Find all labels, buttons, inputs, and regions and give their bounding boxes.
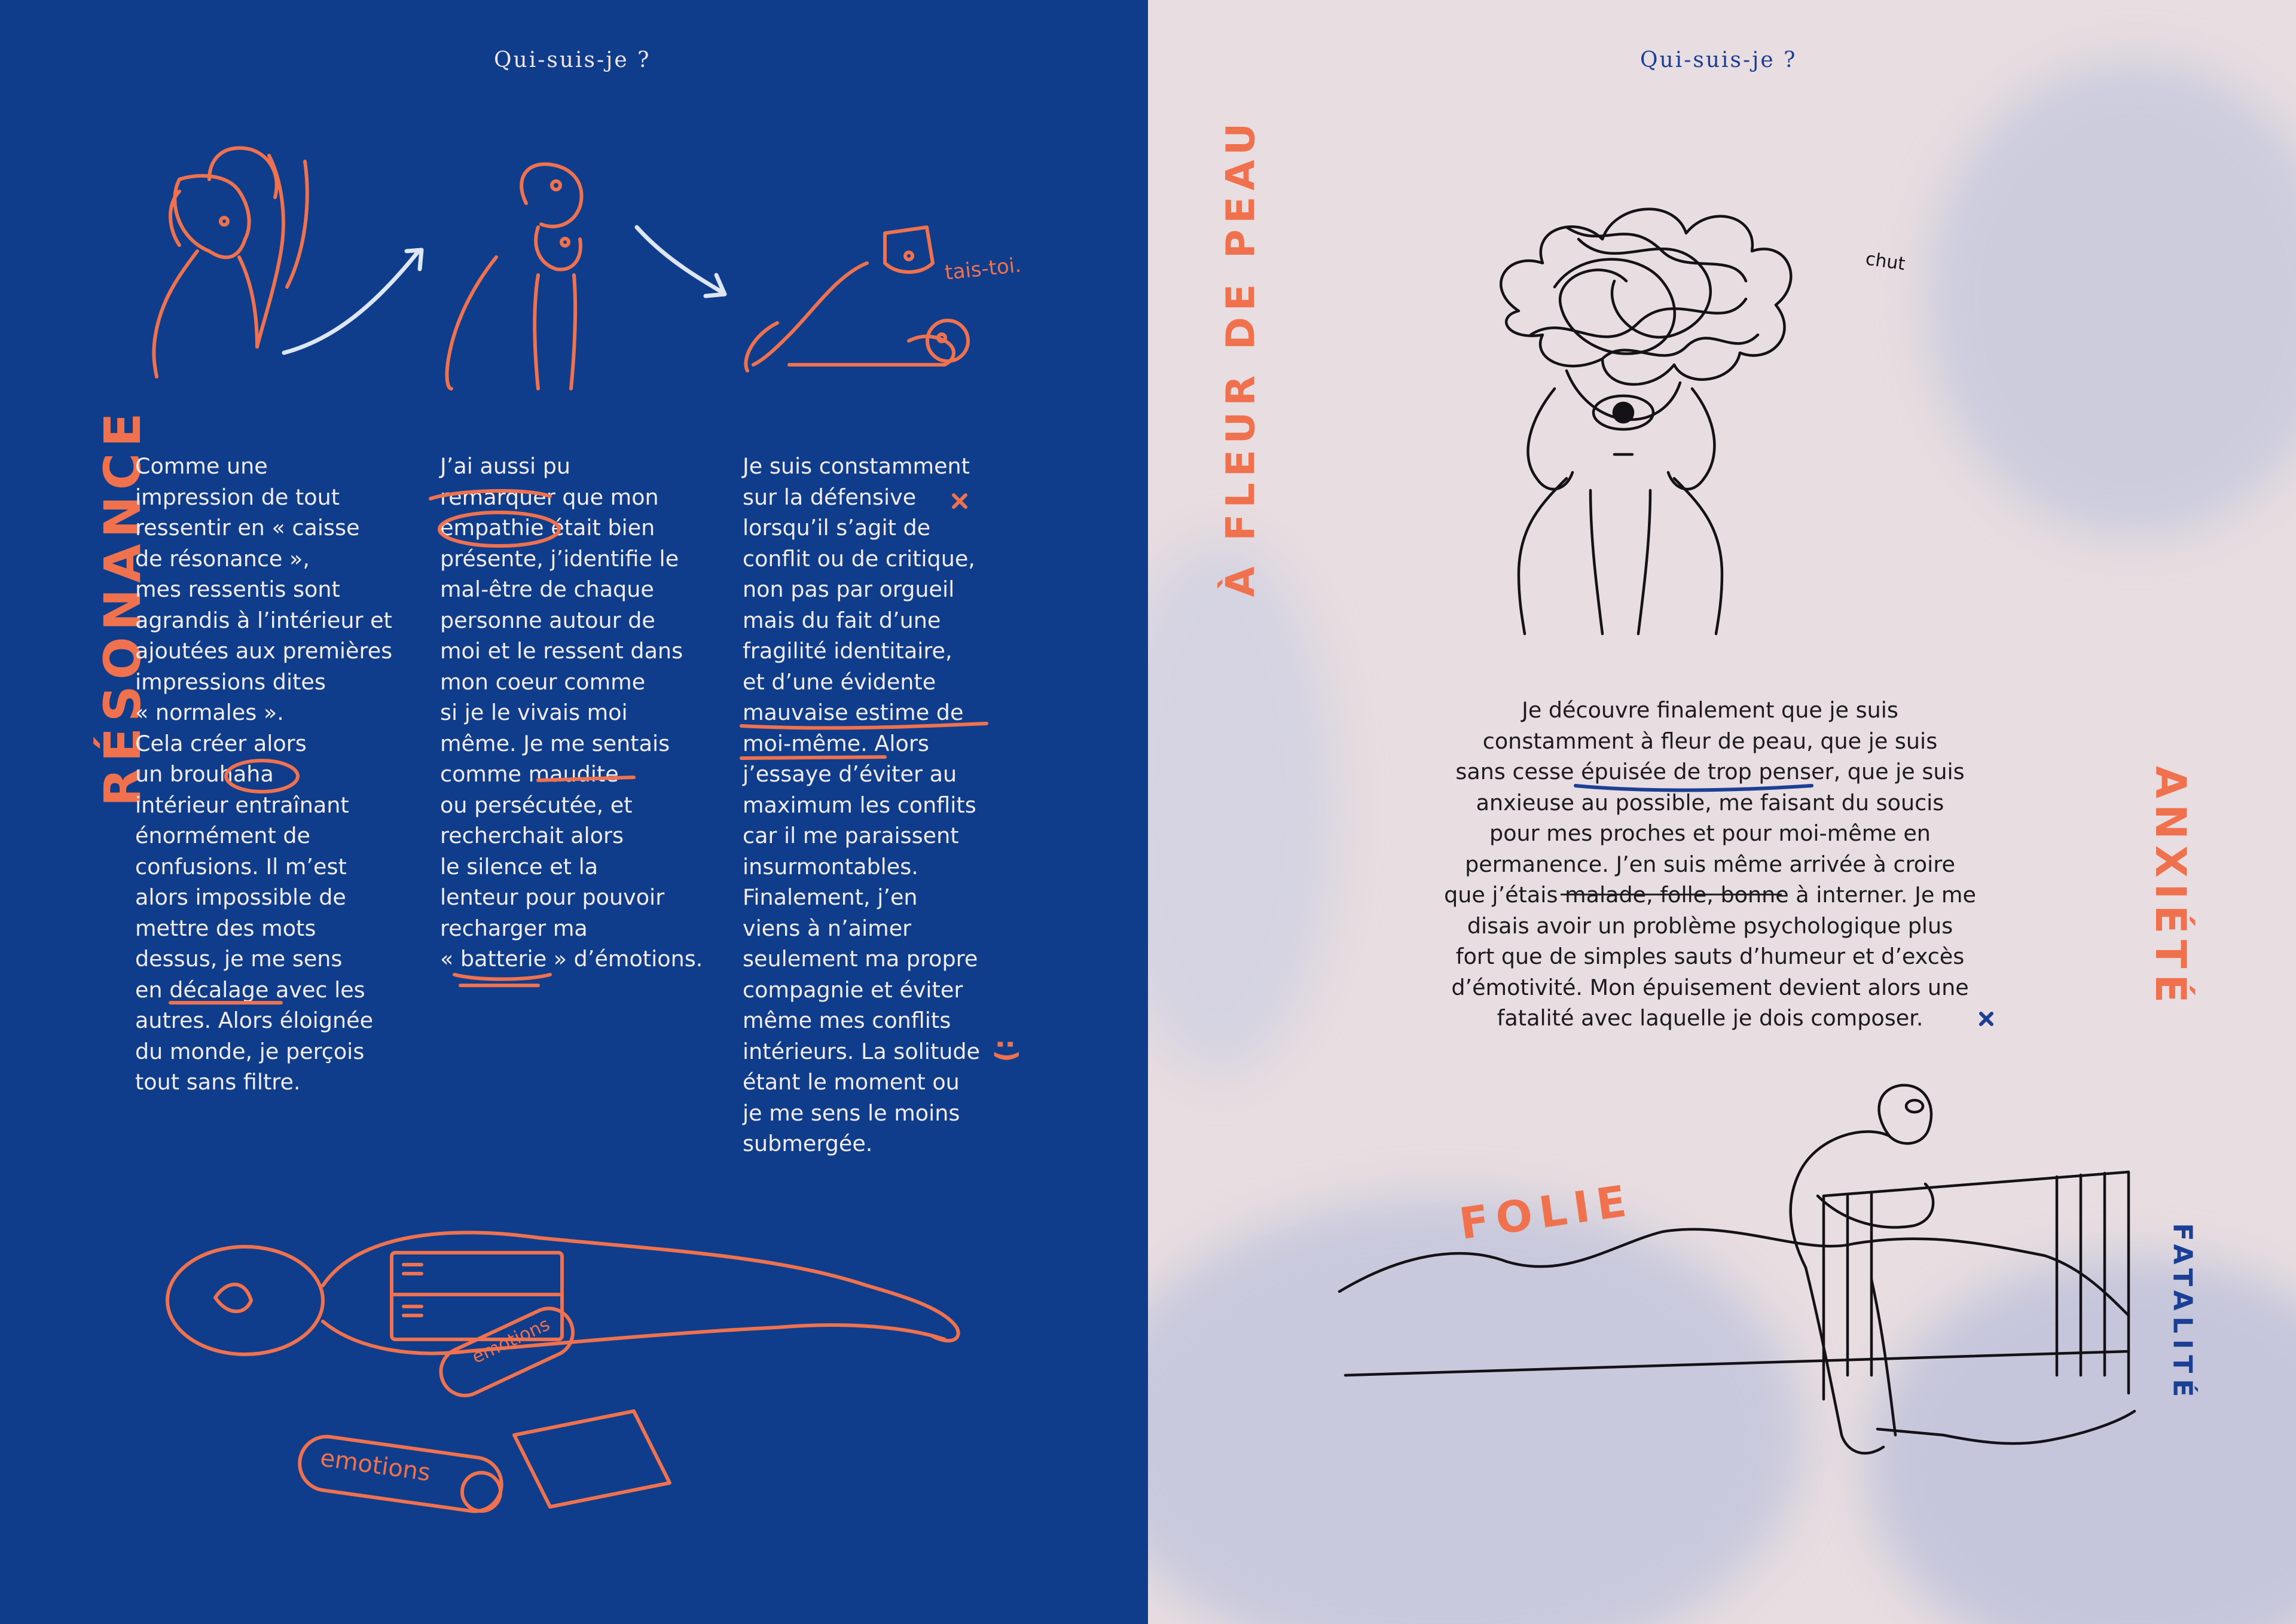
- text-line: mauvaise estime de: [743, 700, 964, 725]
- vertical-label-anxiete: ANXIÉTÉ: [2146, 766, 2195, 1009]
- text-line: autres. Alors éloignée: [135, 1008, 374, 1033]
- text-line: intérieur entraînant: [135, 792, 349, 818]
- text-line: recherchait alors: [440, 823, 624, 848]
- vertical-label-resonance: RÉSONANCE: [93, 407, 152, 807]
- text-line: lorsqu’il s’agit de: [743, 515, 931, 541]
- text-line: permanence. J’en suis même arrivée à croire: [1465, 851, 1955, 877]
- text-line: ressentir en « caisse: [135, 515, 360, 541]
- text-line: agrandis à l’intérieur et: [135, 607, 392, 633]
- text-line: anxieuse au possible, me faisant du soucis: [1476, 789, 1944, 816]
- text-line: présente, j’identifie le: [440, 545, 679, 572]
- text-line: Je suis constamment: [743, 453, 970, 479]
- text-line: mon coeur comme: [440, 668, 646, 695]
- text-line: mes ressentis sont: [135, 576, 340, 602]
- text-line: constamment à fleur de peau, que je suis: [1482, 728, 1938, 754]
- text-line: confusions. Il m’est: [135, 853, 347, 880]
- text-line: disais avoir un problème psychologique plus: [1467, 912, 1953, 939]
- text-line: en décalage avec les: [135, 976, 365, 1003]
- smiley-doodle: :): [991, 1039, 1024, 1063]
- text-line: conflit ou de critique,: [743, 545, 975, 572]
- text-line: intérieurs. La solitude: [743, 1038, 981, 1064]
- text-line: dessus, je me sens: [135, 946, 343, 972]
- text-line: étant le moment ou: [743, 1069, 960, 1095]
- text-line: même. Je me sentais: [440, 730, 670, 756]
- text-line: fragilité identitaire,: [743, 638, 952, 664]
- text-line: je me sens le moins: [743, 1100, 960, 1126]
- text-line: maximum les conflits: [743, 792, 976, 818]
- text-line: mais du fait d’une: [743, 607, 941, 633]
- text-line: impressions dites: [135, 668, 326, 695]
- text-line: submergée.: [743, 1131, 873, 1156]
- text-line: du monde, je perçois: [135, 1038, 365, 1064]
- page-header-left: Qui-suis-je ?: [494, 48, 651, 72]
- text-line: lenteur pour pouvoir: [440, 884, 665, 910]
- text-line: Comme une: [135, 453, 268, 479]
- text-line: fort que de simples sauts d’humeur et d’excès: [1455, 944, 1965, 969]
- text-line: viens à n’aimer: [743, 915, 912, 941]
- text-line: empathie était bien: [440, 515, 655, 541]
- text-line: tout sans filtre.: [135, 1069, 301, 1095]
- text-line: « normales ».: [135, 700, 284, 725]
- text-line: sans cesse épuisée de trop penser, que je suis: [1455, 759, 1965, 784]
- battery-label-lower: emotions: [318, 1444, 432, 1487]
- text-line: remarquer que mon: [440, 484, 659, 510]
- text-line: recharger ma: [440, 915, 588, 941]
- text-line: le silence et la: [440, 853, 599, 880]
- label-fatalite: FATALITÉ: [2167, 1223, 2198, 1403]
- label-folie: FOLIE: [1456, 1175, 1636, 1249]
- text-line: ajoutées aux premières: [135, 638, 393, 664]
- text-line: moi-même. Alors: [743, 730, 929, 756]
- sketch-bed-figure: [1148, 0, 2296, 1624]
- text-line: mal-être de chaque: [440, 576, 654, 602]
- right-page: [1148, 0, 2296, 1624]
- vertical-label-a-fleur-de-peau: À FLEUR DE PEAU: [1217, 117, 1264, 597]
- text-line: non pas par orgueil: [743, 576, 955, 602]
- text-line: de résonance »,: [135, 545, 310, 572]
- text-line: impression de tout: [135, 484, 340, 510]
- text-line: J’ai aussi pu: [440, 453, 571, 479]
- text-line: Finalement, j’en: [743, 884, 918, 910]
- text-line: mettre des mots: [135, 915, 316, 941]
- sketch-caption-tais-toi: tais-toi.: [944, 253, 1022, 285]
- text-line: compagnie et éviter: [743, 976, 963, 1003]
- text-line: car il me paraissent: [743, 823, 959, 848]
- text-line: sur la défensive: [743, 484, 917, 510]
- text-line: pour mes proches et pour moi-même en: [1489, 820, 1931, 846]
- text-line: et d’une évidente: [743, 668, 936, 695]
- text-line: moi et le ressent dans: [440, 638, 683, 664]
- text-line: énormément de: [135, 823, 310, 848]
- text-line: d’émotivité. Mon épuisement devient alors une: [1451, 974, 1969, 1000]
- text-line: Je découvre finalement que je suis: [1522, 697, 1898, 723]
- text-line: un brouhaha: [135, 761, 274, 787]
- text-line: insurmontables.: [743, 853, 918, 880]
- text-line: personne autour de: [440, 607, 655, 633]
- text-line: que j’étais malade, folle, bonne à interner. Je me: [1444, 882, 1976, 908]
- text-line: fatalité avec laquelle je dois composer.: [1497, 1005, 1923, 1031]
- battery-label-upper: emotions: [469, 1314, 554, 1368]
- text-line: seulement ma propre: [743, 946, 978, 972]
- text-line: même mes conflits: [743, 1008, 951, 1033]
- text-line: si je le vivais moi: [440, 700, 628, 725]
- chut-label: chut: [1864, 248, 1907, 275]
- text-line: Cela créer alors: [135, 730, 307, 756]
- page-header-right: Qui-suis-je ?: [1640, 48, 1797, 72]
- text-line: ou persécutée, et: [440, 792, 633, 818]
- text-line: alors impossible de: [135, 884, 346, 910]
- text-line: « batterie » d’émotions.: [440, 946, 703, 972]
- text-line: j’essaye d’éviter au: [743, 761, 957, 787]
- text-line: comme maudite: [440, 761, 619, 787]
